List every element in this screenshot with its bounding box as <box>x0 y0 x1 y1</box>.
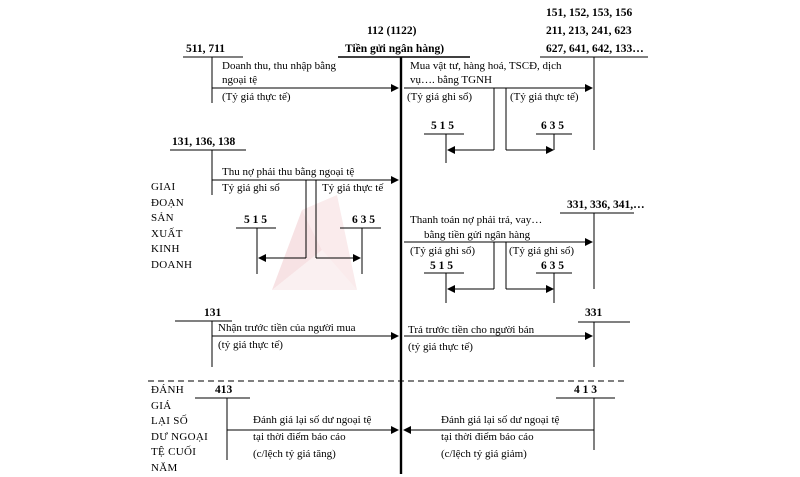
account-131: 131 <box>204 307 222 319</box>
account-515-c: 5 1 5 <box>430 260 453 272</box>
account-331: 331 <box>585 307 603 319</box>
customer-advance-line: Nhận trước tiền của người mua <box>218 322 356 334</box>
collection-title: Thu nợ phải thu bằng ngoại tệ <box>222 166 355 178</box>
customer-advance-rate: (tỷ giá thực tế) <box>218 339 283 351</box>
revaluation-loss-line-1: Đánh giá lại số dư ngoại tệ <box>441 414 560 426</box>
account-515-b: 5 1 5 <box>244 214 267 226</box>
account-codes-row-3: 627, 641, 642, 133… <box>546 43 644 55</box>
payment-rate-book-2: (Tỷ giá ghi sổ) <box>509 245 575 257</box>
side-label-revaluation-line: ĐÁNH <box>151 384 184 396</box>
collection-rate-actual: Tỷ giá thực tế <box>322 182 384 194</box>
account-331-336-341: 331, 336, 341,… <box>567 199 645 211</box>
account-511-711: 511, 711 <box>186 43 225 55</box>
supplier-advance-rate: (tỷ giá thực tế) <box>408 341 473 353</box>
side-label-production-line: ĐOẠN <box>151 196 184 209</box>
side-label-revaluation-line: NĂM <box>151 461 178 474</box>
side-label-revaluation-line: LẠI SỐ <box>151 415 188 428</box>
revaluation-gain-line-3: (c/lệch tỷ giá tăng) <box>253 448 336 460</box>
side-label-production-line: GIAI <box>151 181 176 193</box>
payment-rate-book: (Tỷ giá ghi sổ) <box>410 245 476 257</box>
side-label-production-line: SẢN <box>151 212 174 225</box>
account-codes-row-1: 151, 152, 153, 156 <box>546 7 633 19</box>
purchase-rate-actual: (Tỷ giá thực tế) <box>510 91 579 103</box>
side-label-production-line: DOANH <box>151 258 193 271</box>
side-label-production-line: XUẤT <box>151 227 183 240</box>
revenue-line-1: Doanh thu, thu nhập bằng <box>222 60 336 72</box>
side-label-production <box>151 180 192 274</box>
side-label-revaluation-line: GIÁ <box>151 399 172 412</box>
account-413-right: 4 1 3 <box>574 384 597 396</box>
revenue-line-2: ngoại tệ <box>222 74 258 86</box>
side-label-revaluation-line: DƯ NGOẠI <box>151 430 209 443</box>
account-112-title: Tiền gửi ngân hàng) <box>345 43 445 55</box>
collection-rate-book: Tỷ giá ghi sổ <box>222 182 280 194</box>
account-112-code: 112 (1122) <box>367 25 417 37</box>
side-label-revaluation <box>151 383 208 477</box>
revaluation-loss-line-2: tại thời điểm báo cáo <box>441 431 534 443</box>
side-label-revaluation-line: TỆ CUỐI <box>151 446 197 459</box>
account-635-a: 6 3 5 <box>541 120 564 132</box>
side-label-production-line: KINH <box>151 243 180 256</box>
account-515-a: 5 1 5 <box>431 120 454 132</box>
account-413-left: 413 <box>215 384 233 396</box>
account-codes-row-2: 211, 213, 241, 623 <box>546 25 632 37</box>
supplier-advance-line: Trả trước tiền cho người bán <box>408 324 535 336</box>
purchase-line-2: vụ…. bằng TGNH <box>410 74 492 86</box>
account-635-c: 6 3 5 <box>541 260 564 272</box>
payment-line-1: Thanh toán nợ phải trả, vay… <box>410 214 543 226</box>
purchase-rate-book: (Tỷ giá ghi sổ) <box>407 91 473 103</box>
revaluation-loss-line-3: (c/lệch tỷ giá giảm) <box>441 448 527 460</box>
revaluation-gain-line-2: tại thời điểm báo cáo <box>253 431 346 443</box>
purchase-line-1: Mua vật tư, hàng hoá, TSCĐ, dịch <box>410 60 562 72</box>
account-131-136-138: 131, 136, 138 <box>172 136 236 148</box>
revenue-rate: (Tỷ giá thực tế) <box>222 91 291 103</box>
revaluation-gain-line-1: Đánh giá lại số dư ngoại tệ <box>253 414 372 426</box>
account-635-b: 6 3 5 <box>352 214 375 226</box>
payment-line-2: bằng tiền gửi ngân hàng <box>424 229 531 241</box>
